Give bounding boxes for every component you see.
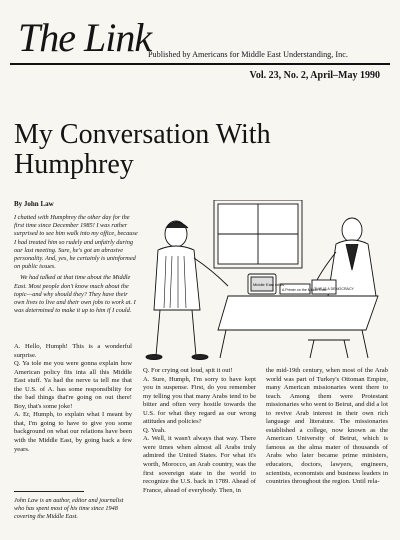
masthead-rule bbox=[10, 63, 390, 65]
book-label: A Primer on the Middle East bbox=[282, 288, 327, 292]
intro-paragraph: I chatted with Humphrey the other day for the first time since December 1985! I was rather surprised to see him walk into my office, because I had treated him so rudely and unfairly during our last meeting. Sure, he's got an abrasive personality. And, yes, he certainly is uninformed on public issues. bbox=[14, 214, 138, 271]
qa-paragraph: A. Hello, Humph! This is a wonderful surprise. bbox=[14, 343, 132, 359]
headline-line-2: Humphrey bbox=[14, 149, 134, 180]
qa-paragraph: Q. For crying out loud, spit it out! bbox=[143, 367, 233, 374]
column-1 bbox=[14, 343, 132, 454]
qa-paragraph: A. Well, it wasn't always that way. There were times when almost all Arabs truly admired the United States. For what it's worth, Morocco, an Arab country, was the first sovereign state in the world to recognize the U.S. back in 1789. Ahead of France, ahead of everybody. Then, in bbox=[143, 435, 256, 494]
author-note-rule bbox=[14, 491, 84, 492]
body-paragraph: the mid-19th century, when most of the Arab world was part of Turkey's Ottoman Empire, many American missionaries went there to teach. Among them were Protestant missionaries who went to Beirut, and did a lot to revive Arab interest in their own rich language and literature. The missionaries established a college, now known as the American University of Beirut, which is famous as the alma mater of thousands of Arabs who later became prime ministers, educators, doctors, lawyers, engineers, scientists, economists and business leaders in countries throughout the region. Until rela- bbox=[266, 367, 388, 486]
publisher-line: Published by Americans for Middle East Understanding, Inc. bbox=[148, 50, 348, 59]
tv-caption: Middle East crisis bbox=[253, 282, 285, 287]
sign-label: THIS IS A DEMOCRACY bbox=[314, 287, 354, 291]
qa-paragraph: A. Er, Humph, to explain what I meant by that, I'm going to have to give you some background on what our relations have been with the Middle East, by going back a few years. bbox=[14, 411, 132, 453]
qa-paragraph: Q. Ya tole me you were gonna explain how American policy fits inta all this Middle East stuff. Ya had the nerve ta tell me that the U.S. of A. has some responsibility for the bad things that're going on out there! Boy, that's some joke! bbox=[14, 360, 132, 410]
byline: By John Law bbox=[14, 200, 54, 208]
qa-paragraph: A. Sure, Humph, I'm sorry to have kept you in suspense. First, do you remember my telling you that many Arabs tend to be bitter and often very hostile towards the U.S. for what they regard as our wrong attitudes and policies? bbox=[143, 375, 256, 426]
headline bbox=[14, 120, 384, 180]
author-note: John Law is an author, editor and journalist who has spent most of his time since 1948 covering the Middle East. bbox=[14, 497, 124, 520]
intro-paragraph: We had talked at that time about the Middle East. Most people don't know much about the topic—and why should they? They have their own lives to live and their own jobs to work at. I was determined to make it up to him if I could. bbox=[14, 274, 136, 315]
cartoon-illustration bbox=[140, 200, 382, 360]
masthead bbox=[10, 10, 390, 68]
headline-line-1: My Conversation With bbox=[14, 119, 271, 150]
publication-logo: The Link bbox=[18, 15, 152, 60]
column-3 bbox=[266, 367, 388, 487]
issue-info: Vol. 23, No. 2, April–May 1990 bbox=[249, 70, 380, 81]
column-2 bbox=[143, 367, 256, 495]
qa-paragraph: Q. Yeah. bbox=[143, 426, 166, 434]
intro-text bbox=[14, 214, 138, 318]
